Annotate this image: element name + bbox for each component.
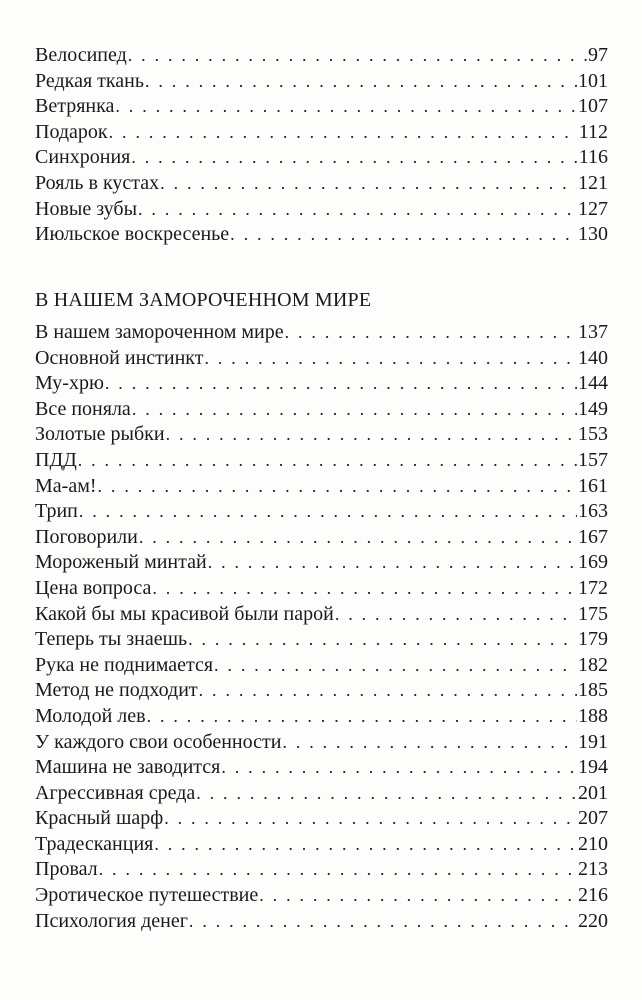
toc-entry [35, 320, 608, 346]
toc-entry [35, 94, 608, 120]
toc-entry [35, 171, 608, 197]
toc-entry-page: 161 [578, 474, 608, 497]
toc-entry [35, 602, 608, 628]
toc-entry [35, 781, 608, 807]
toc-leader-dots [147, 704, 577, 730]
toc-entry-title: Июльское воскресенье [35, 223, 230, 246]
toc-entry-title: Редкая ткань [35, 69, 144, 92]
toc-entry-page: 201 [578, 781, 608, 804]
toc-entry [35, 397, 608, 423]
toc-leader-dots [196, 781, 577, 807]
toc-leader-dots [166, 422, 577, 448]
toc-entry-title: Трип [35, 500, 78, 523]
toc-entry [35, 627, 608, 653]
toc-entry [35, 806, 608, 832]
toc-entry-title: Все поняла [35, 397, 131, 420]
toc-leader-dots [335, 602, 577, 628]
toc-entry-title: Молодой лев [35, 704, 146, 727]
toc-entry-page: 121 [578, 171, 608, 194]
toc-entry-page: 153 [578, 423, 608, 446]
toc-list-section [35, 320, 608, 934]
toc-entry-title: Провал [35, 858, 98, 881]
toc-entry [35, 704, 608, 730]
toc-leader-dots [199, 678, 577, 704]
toc-entry-title: Новые зубы [35, 197, 138, 220]
toc-leader-dots [282, 730, 577, 756]
toc-entry-page: 220 [578, 909, 608, 932]
toc-entry-title: Красный шарф [35, 807, 164, 830]
toc-entry-page: 188 [578, 704, 608, 727]
toc-entry-page: 130 [578, 223, 608, 246]
toc-entry-page: 116 [578, 146, 608, 169]
toc-entry-page: 167 [578, 525, 608, 548]
toc-entry-title: Какой бы мы красивой были парой [35, 602, 334, 625]
toc-entry-title: Поговорили [35, 525, 138, 548]
toc-leader-dots [221, 755, 577, 781]
toc-leader-dots [152, 576, 577, 602]
toc-entry-page: 182 [578, 653, 608, 676]
toc-leader-dots [79, 499, 577, 525]
toc-entry [35, 474, 608, 500]
toc-leader-dots [128, 43, 587, 69]
toc-entry [35, 448, 608, 474]
toc-entry-title: Подарок [35, 120, 108, 143]
toc-entry [35, 883, 608, 909]
toc-entry [35, 43, 608, 69]
toc-entry [35, 120, 608, 146]
toc-entry-title: Рояль в кустах [35, 171, 160, 194]
toc-entry-title: Мороженый минтай [35, 551, 207, 574]
toc-entry-page: 172 [578, 576, 608, 599]
toc-leader-dots [285, 320, 577, 346]
section-heading: В НАШЕМ ЗАМОРОЧЕННОМ МИРЕ [35, 289, 372, 311]
toc-entry-title: В нашем замороченном мире [35, 321, 284, 343]
toc-entry-page: 140 [578, 346, 608, 369]
toc-leader-dots [105, 371, 577, 397]
toc-entry-title: Рука не поднимается [35, 653, 214, 676]
toc-entry-title: У каждого свои особенности [35, 730, 282, 753]
toc-leader-dots [164, 806, 577, 832]
toc-entry [35, 371, 608, 397]
toc-entry [35, 525, 608, 551]
toc-entry-title: Золотые рыбки [35, 423, 165, 446]
toc-entry-page: 169 [578, 551, 608, 574]
toc-entry-title: Эротическое путешествие [35, 884, 259, 907]
toc-entry-page: 210 [578, 832, 608, 855]
toc-leader-dots [208, 550, 577, 576]
toc-entry-page: 149 [578, 397, 608, 420]
toc-entry-title: Синхрония [35, 146, 131, 169]
toc-leader-dots [99, 857, 577, 883]
toc-entry [35, 832, 608, 858]
toc-leader-dots [259, 883, 577, 909]
toc-entry-page: 194 [578, 756, 608, 779]
toc-entry-page: 112 [578, 120, 608, 143]
toc-entry [35, 197, 608, 223]
toc-entry [35, 678, 608, 704]
toc-entry-title: Агрессивная среда [35, 781, 196, 804]
toc-entry-page: 107 [578, 95, 608, 118]
toc-entry-page: 157 [578, 448, 608, 471]
toc-entry [35, 222, 608, 248]
toc-entry-title: Традесканция [35, 832, 154, 855]
toc-entry [35, 145, 608, 171]
toc-entry-page: 97 [588, 44, 608, 66]
toc-leader-dots [131, 145, 577, 171]
toc-entry-page: 101 [578, 69, 608, 92]
toc-entry-title: Велосипед [35, 44, 127, 66]
toc-list-top [35, 43, 608, 248]
toc-entry [35, 857, 608, 883]
toc-entry-page: 163 [578, 500, 608, 523]
toc-entry [35, 730, 608, 756]
toc-leader-dots [138, 197, 577, 223]
toc-entry [35, 909, 608, 935]
toc-entry-page: 191 [578, 730, 608, 753]
toc-entry [35, 755, 608, 781]
toc-entry [35, 653, 608, 679]
toc-leader-dots [98, 474, 577, 500]
toc-leader-dots [139, 525, 577, 551]
toc-leader-dots [214, 653, 577, 679]
toc-leader-dots [189, 909, 577, 935]
toc-entry-page: 144 [578, 372, 608, 395]
toc-leader-dots [230, 222, 577, 248]
toc-entry-page: 175 [578, 602, 608, 625]
toc-entry [35, 69, 608, 95]
toc-leader-dots [145, 69, 577, 95]
toc-entry-title: Метод не подходит [35, 679, 198, 702]
toc-leader-dots [78, 448, 577, 474]
toc-leader-dots [115, 94, 577, 120]
toc-entry-page: 207 [578, 807, 608, 830]
toc-entry-page: 185 [578, 679, 608, 702]
toc-entry-page: 137 [578, 321, 608, 343]
toc-leader-dots [132, 397, 577, 423]
toc-entry [35, 499, 608, 525]
toc-entry-title: Психология денег [35, 909, 188, 932]
toc-leader-dots [205, 346, 578, 372]
toc-entry-title: Цена вопроса [35, 576, 152, 599]
toc-entry [35, 550, 608, 576]
toc-entry [35, 346, 608, 372]
toc-entry-title: ПДД [35, 448, 77, 471]
toc-entry-title: Основной инстинкт [35, 346, 204, 369]
toc-entry-page: 179 [578, 628, 608, 651]
toc-entry-page: 216 [578, 884, 608, 907]
toc-entry-title: Машина не заводится [35, 756, 221, 779]
toc-entry-title: Теперь ты знаешь [35, 628, 188, 651]
toc-entry-title: Ма-ам! [35, 474, 97, 497]
toc-leader-dots [188, 627, 577, 653]
toc-entry [35, 422, 608, 448]
toc-leader-dots [109, 120, 578, 146]
toc-leader-dots [160, 171, 577, 197]
toc-entry [35, 576, 608, 602]
toc-leader-dots [154, 832, 577, 858]
toc-entry-title: Му-хрю [35, 372, 104, 395]
toc-entry-title: Ветрянка [35, 95, 115, 118]
toc-entry-page: 213 [578, 858, 608, 881]
toc-entry-page: 127 [578, 197, 608, 220]
